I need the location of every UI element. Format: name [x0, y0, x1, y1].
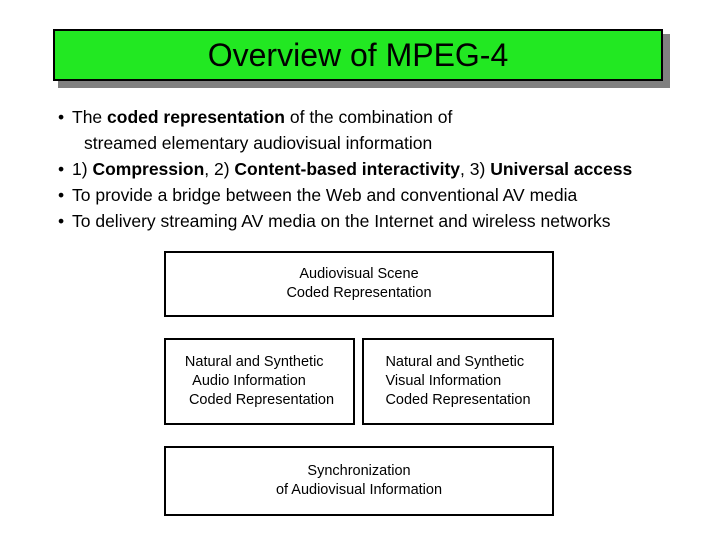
- audiovisual-scene-box: [164, 251, 554, 317]
- bullet-text: , 2): [204, 159, 235, 179]
- bullet-text: To delivery streaming AV media on the Internet and wireless networks: [72, 211, 611, 231]
- bullet-bold-text: Content-based interactivity: [234, 159, 461, 179]
- bullet-glyph: •: [58, 159, 65, 179]
- bullet-text: , 3): [460, 159, 491, 179]
- bullet-item: [58, 182, 718, 208]
- bullet-glyph: •: [58, 211, 65, 231]
- bullet-glyph: •: [58, 185, 65, 205]
- bullet-bold-text: Universal access: [490, 159, 633, 179]
- title-banner: [53, 29, 663, 81]
- synchronization-box: [164, 446, 554, 516]
- bullet-bold-text: coded representation: [107, 107, 285, 127]
- bullet-text: streamed elementary audiovisual information: [84, 133, 433, 153]
- visual-information-label: Natural and Synthetic Visual Information Coded Representation: [385, 354, 531, 408]
- audio-information-box: [164, 338, 355, 425]
- page-title: Overview of MPEG-4: [207, 36, 509, 73]
- synchronization-label: Synchronization of Audiovisual Information: [275, 463, 443, 498]
- bullet-text: 1): [72, 159, 93, 179]
- bullet-list: [58, 104, 718, 234]
- bullet-text: of the combination of: [285, 107, 453, 127]
- bullet-text: To provide a bridge between the Web and conventional AV media: [72, 185, 578, 205]
- bullet-item: [58, 156, 718, 182]
- bullet-glyph: •: [58, 107, 65, 127]
- bullet-text: The: [72, 107, 108, 127]
- audiovisual-scene-label: Audiovisual Scene Coded Representation: [286, 266, 432, 301]
- bullet-bold-text: Compression: [92, 159, 205, 179]
- bullet-item: [58, 104, 718, 130]
- visual-information-box: [362, 338, 554, 425]
- audio-information-label: Natural and Synthetic Audio Information Coded Representation: [184, 354, 335, 408]
- bullet-item: [58, 208, 718, 234]
- bullet-continuation: [58, 130, 718, 156]
